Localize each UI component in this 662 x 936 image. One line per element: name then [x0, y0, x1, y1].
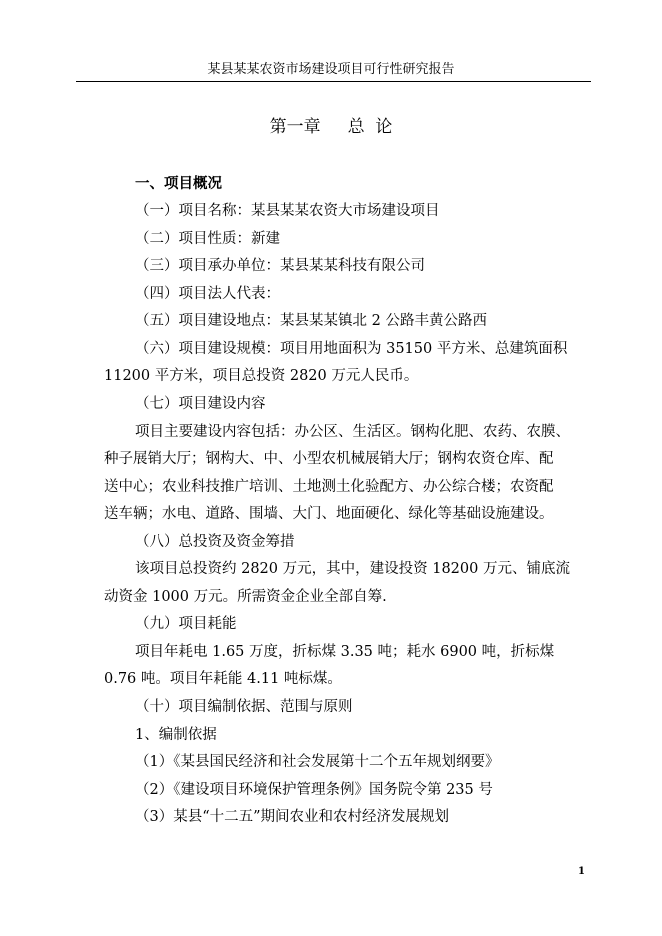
- section-heading: 一、项目概况: [135, 176, 222, 192]
- item-content-line-3: 送中心；农业科技推广培训、土地测土化验配方、办公综合楼；农资配: [104, 479, 554, 495]
- item-content-line-1: 项目主要建设内容包括：办公区、生活区。钢构化肥、农药、农膜、: [135, 424, 570, 440]
- item-investment-line-2: 动资金 1000 万元。所需资金企业全部自筹.: [104, 589, 387, 605]
- item-scale-line-2: 11200 平方米，项目总投资 2820 万元人民币。: [104, 368, 419, 384]
- item-basis-1: （1）《某县国民经济和社会发展第十二个五年规划纲要》: [135, 754, 500, 770]
- item-basis-2: （2）《建设项目环境保护管理条例》国务院令第 235 号: [135, 782, 493, 798]
- item-basis-subheading: 1、编制依据: [135, 727, 217, 743]
- item-investment-heading: （八）总投资及资金筹措: [135, 534, 295, 550]
- item-basis-3: （3）某县“十二五”期间农业和农村经济发展规划: [135, 809, 450, 825]
- item-legal-representative: （四）项目法人代表：: [135, 286, 280, 302]
- running-header: 某县某某农资市场建设项目可行性研究报告: [207, 62, 455, 77]
- item-content-line-2: 种子展销大厅；钢构大、中、小型农机械展销大厅；钢构农资仓库、配: [104, 451, 554, 467]
- item-sponsor: （三）项目承办单位：某县某某科技有限公司: [135, 258, 425, 274]
- item-basis-heading: （十）项目编制依据、范围与原则: [135, 699, 353, 715]
- header-divider: [76, 81, 591, 82]
- item-energy-line-1: 项目年耗电 1.65 万度，折标煤 3.35 吨；耗水 6900 吨，折标煤: [135, 644, 555, 660]
- item-energy-heading: （九）项目耗能: [135, 616, 237, 632]
- item-investment-line-1: 该项目总投资约 2820 万元，其中，建设投资 18200 万元、铺底流: [135, 561, 570, 577]
- item-energy-line-2: 0.76 吨。项目年耗能 4.11 吨标煤。: [104, 671, 342, 687]
- chapter-title: 第一章 总 论: [269, 117, 393, 137]
- item-project-name: （一）项目名称：某县某某农资大市场建设项目: [135, 203, 440, 219]
- item-location: （五）项目建设地点：某县某某镇北 2 公路丰黄公路西: [135, 313, 487, 329]
- item-scale-line-1: （六）项目建设规模：项目用地面积为 35150 平方米、总建筑面积: [135, 341, 568, 357]
- page-number: 1: [578, 866, 585, 877]
- item-content-heading: （七）项目建设内容: [135, 396, 266, 412]
- item-content-line-4: 送车辆；水电、道路、围墙、大门、地面硬化、绿化等基础设施建设。: [104, 506, 554, 522]
- item-project-nature: （二）项目性质：新建: [135, 231, 280, 247]
